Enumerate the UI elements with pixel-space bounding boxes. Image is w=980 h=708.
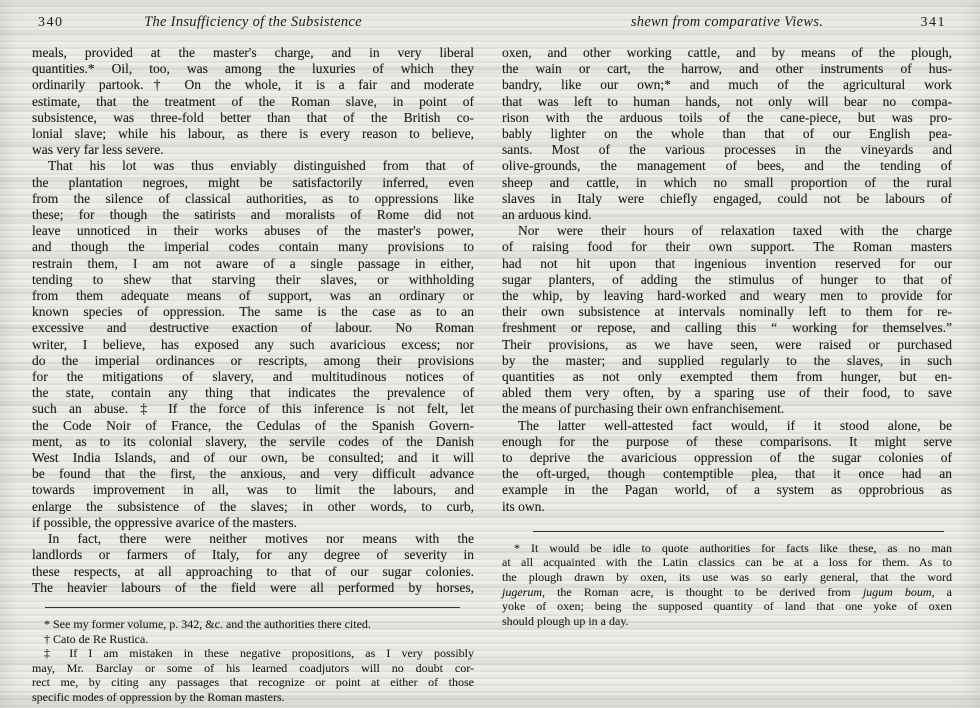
body-text-line: ment, as to its colonial slavery, the servile codes of the Danish [32, 433, 474, 449]
body-text-line: leave unnoticed in their works abuses of the master's power, [32, 223, 474, 239]
body-text-line: lonial slave; while his labour, as there is every reason to believe, [32, 126, 474, 142]
body-text-line: rison with the arduous toils of the cane-piece, but was pro- [502, 109, 952, 125]
body-text-line: abled them very often, by a sparing use of their food, to save [502, 385, 952, 401]
body-text-line: excessive and destructive exaction of labour. No Roman [32, 320, 474, 336]
body-paragraph [32, 45, 474, 158]
page-341-body [502, 45, 952, 515]
footnote-text-line: specific modes of oppression by the Roman masters. [32, 689, 285, 704]
footnote-text-line: * See my former volume, p. 342, &c. and the authorities there cited. [44, 616, 371, 631]
body-text-line: writer, I believe, has exposed any such avaricious excess; nor [32, 336, 474, 352]
body-text-line: The latter well-attested fact would, if it stood alone, be [518, 417, 952, 433]
footnote-text-line: rect me, by citing any passages that recognize or point at either of those [32, 675, 474, 690]
footnote-text-line: † Cato de Re Rustica. [44, 631, 149, 646]
body-text-line: ordinarily partook.† On the whole, it is a fair and moderate [32, 77, 474, 93]
body-text-line: be found that the first, the anxious, and very difficult advance [32, 466, 474, 482]
footnote-paragraph [32, 646, 474, 704]
footnote-text-line: may, Mr. Barclay or some of his learned coadjutors will no doubt cor- [32, 660, 474, 675]
body-text-line: was very far less severe. [32, 142, 164, 158]
page-number-left: 340 [38, 15, 64, 30]
body-paragraph [32, 531, 474, 596]
body-text-line: known species of oppression. The same is the case as to an [32, 304, 474, 320]
body-text-line: if possible, the oppressive avarice of the masters. [32, 514, 298, 530]
footnote-paragraph [502, 541, 952, 629]
footnote-rule-right [533, 531, 944, 532]
footnote-text-line: * It would be idle to quote authorities for facts like these, as no man [514, 540, 952, 555]
footnote-text-line: jugerum, the Roman acre, is thought to be derived from jugum boum, a [502, 584, 952, 599]
body-text-line: the Code Noir of France, the Cedulas of the Spanish Govern- [32, 417, 474, 433]
body-paragraph [32, 158, 474, 531]
page-number-right: 341 [920, 15, 946, 30]
body-text-line: estimate, that the treatment of the Roman slave, in point of [32, 93, 474, 109]
body-text-line: their own subsistence at intervals nominally left to them for re- [502, 304, 952, 320]
body-text-line: these respects, at all approaching to that of our sugar colonies. [32, 563, 474, 579]
body-text-line: tending to shew that starving their slaves, or withholding [32, 271, 474, 287]
body-text-line: an arduous kind. [502, 207, 592, 223]
footnote-text-line: the plough drawn by oxen, its use was so early general, that the word [502, 570, 952, 585]
page-341-footnotes [502, 541, 952, 629]
body-text-line: quantities as not only exempted them from hunger, but en- [502, 369, 952, 385]
body-paragraph [502, 223, 952, 417]
body-text-line: sants. Most of the various processes in the vineyards and [502, 142, 952, 158]
body-paragraph [502, 418, 952, 515]
body-text-line: sugar planters, of adding the stimulus of hunger to that of [502, 271, 952, 287]
page-341 [502, 14, 952, 628]
body-text-line: example in the Pagan world, of a system as opprobrious as [502, 482, 952, 498]
body-text-line: for the mitigations of slavery, and multitudinous notices of [32, 369, 474, 385]
body-text-line: landlords or farmers of Italy, for any degree of severity in [32, 547, 474, 563]
body-text-line: enlarge the subsistence of the slaves; in other words, to curb, [32, 498, 474, 514]
body-text-line: by the master; and supplied regularly to the slaves, in such [502, 352, 952, 368]
page-340 [32, 14, 474, 704]
body-text-line: the whip, by leaving hard-worked and weary men to provide for [502, 288, 952, 304]
body-text-line: that was left to human hands, not only will bear no compa- [502, 93, 952, 109]
body-text-line: slaves in Italy were chiefly engaged, could not be labours of [502, 190, 952, 206]
footnote-paragraph [32, 632, 474, 647]
body-text-line: Their provisions, as we have seen, were raised or purchased [502, 336, 952, 352]
body-text-line: meals, provided at the master's charge, and in very liberal [32, 45, 474, 60]
body-text-line: the oft-urged, though contemptible plea, that it once had an [502, 466, 952, 482]
body-text-line: olive-grounds, the management of bees, and the tending of [502, 158, 952, 174]
body-text-line: towards improvement in all, was to limit the labours, and [32, 482, 474, 498]
body-text-line: these; for though the satirists and moralists of Rome did not [32, 207, 474, 223]
body-text-line: freshment or repose, and calling this “ working for themselves.” [502, 320, 952, 336]
body-text-line: In fact, there were neither motives nor means with the [48, 531, 474, 547]
body-text-line: The heavier labours of the field were all performed by horses, [32, 579, 474, 595]
body-text-line: of raising food for their own support. The Roman masters [502, 239, 952, 255]
running-title-right: shewn from comparative Views. [630, 14, 824, 30]
body-text-line: to deprive the avaricious oppression of the sugar colonies of [502, 450, 952, 466]
body-text-line: restrain them, I am not aware of a single passage in either, [32, 255, 474, 271]
page-341-header [502, 14, 952, 36]
body-text-line: do the imperial ordinances or rescripts, among their provisions [32, 352, 474, 368]
footnote-text-line: ‡ If I am mistaken in these negative propositions, as I very possibly [44, 646, 474, 661]
body-text-line: bably lighter on the whole than that of our English pea- [502, 126, 952, 142]
body-text-line: That his lot was thus enviably distinguished from that of [48, 158, 474, 174]
footnote-text-line: should plough up in a day. [502, 613, 629, 628]
body-text-line: the state, contain any thing that indicates the prevalence of [32, 385, 474, 401]
body-text-line: its own. [502, 498, 545, 514]
body-text-line: enough for the purpose of these comparisons. It might serve [502, 433, 952, 449]
footnote-paragraph [32, 617, 474, 632]
body-text-line: such an abuse. ‡ If the force of this inference is not felt, let [32, 401, 474, 417]
body-text-line: bandry, like our own;* and much of the agricultural work [502, 77, 952, 93]
footnote-text-line: yoke of oxen; being the supposed quantity of land that one yoke of oxen [502, 599, 952, 614]
page-340-header [32, 14, 474, 36]
footnote-text-line: at all acquainted with the Latin classics can be at a loss for them. As to [502, 555, 952, 570]
running-title-left: The Insufficiency of the Subsistence [144, 14, 362, 30]
body-text-line: subsistence, was three-fold better than that of the British co- [32, 109, 474, 125]
body-text-line: Nor were their hours of relaxation taxed with the charge [518, 223, 952, 239]
body-text-line: and though the imperial codes contain many provisions to [32, 239, 474, 255]
footnote-rule-left [45, 607, 460, 608]
page-340-body [32, 45, 474, 596]
body-text-line: West India Islands, and of our own, be consulted; and it will [32, 450, 474, 466]
body-text-line: the wain or cart, the harrow, and other instruments of hus- [502, 61, 952, 77]
page-340-footnotes [32, 617, 474, 705]
body-text-line: from them adequate means of support, was an ordinary or [32, 288, 474, 304]
body-text-line: oxen, and other working cattle, and by means of the plough, [502, 45, 952, 60]
body-text-line: from the silence of classical authorities, as to oppressions like [32, 190, 474, 206]
body-text-line: quantities.* Oil, too, was among the luxuries of which they [32, 61, 474, 77]
body-text-line: the plantation negroes, might be satisfactorily inferred, even [32, 174, 474, 190]
body-text-line: the means of purchasing their own enfranchisement. [502, 401, 785, 417]
body-paragraph [502, 45, 952, 223]
body-text-line: had not hit upon that ingenious invention reserved for our [502, 255, 952, 271]
body-text-line: sheep and cattle, in which no small proportion of the rural [502, 174, 952, 190]
